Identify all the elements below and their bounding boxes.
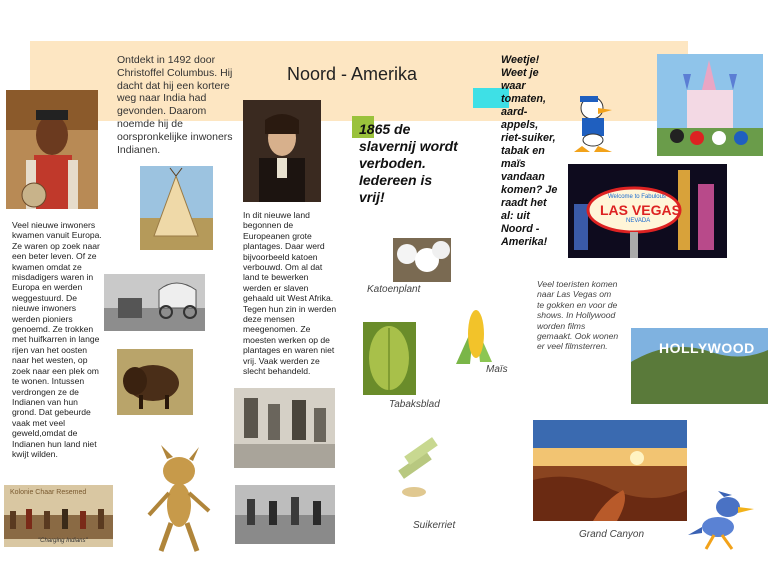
indian-chief-photo (6, 90, 98, 209)
coyote-cartoon (141, 445, 215, 555)
hollywood-sign: HOLLYWOOD (659, 340, 755, 356)
caption-mais: Maïs (486, 364, 508, 375)
grand-canyon-photo (533, 420, 687, 521)
caption-grand-canyon: Grand Canyon (579, 529, 645, 540)
donald-duck-cartoon (568, 92, 620, 154)
las-vegas-sign-top: Welcome to Fabulous (608, 194, 666, 200)
painting-caption: "Charging Indians" (38, 538, 88, 544)
pioneer-wagon-photo (104, 274, 205, 331)
pioneers-text: Veel nieuwe inwoners kwamen vanuit Europa. Ze waren op zoek naar een beter leven. Of ze kwamen omdat ze misdadigers waren in Europa en werden weggestuurd. De nieuwe inwoners werden pioniers genoemd. Ze trokken met huifkarren in lange rijen van het oosten naar het westen, op zoek naar een plek om te wonen. Intussen verdrongen ze de Indianen van hun grond. Dat gebeurde vaak met veel geweld,omdat de Indianen hun land niet kwijt wilden. (12, 220, 102, 459)
cotton-photo (393, 238, 451, 282)
tipi-photo (140, 166, 213, 250)
las-vegas-photo (568, 164, 727, 258)
corn-picture (446, 304, 502, 368)
plantations-text: In dit nieuwe land begonnen de Europeanen grote plantages. Daar werd bijvoorbeeld katoen verbouwd. Om al dat land te bewerken werden er slaven gehaald uit West Afrika. Tegen hun zin in werden deze mensen meegenomen. Ze moesten werken op de plantages en waren niet vrij. Vaak werden ze slecht behandeld. (243, 210, 337, 377)
las-vegas-sign-bottom: NEVADA (626, 218, 651, 224)
caption-katoenplant: Katoenplant (367, 284, 421, 295)
weetje-text: Weetje! Weet je waar tomaten, aard-appels, riet-suiker, tabak en maïs vandaan komen? Je raadt het al: uit Noord - Amerika! (501, 54, 558, 248)
disneyland-photo (657, 54, 763, 156)
bison-photo (117, 349, 193, 415)
sugar-cane-picture (390, 430, 442, 500)
caption-tabaksblad: Tabaksblad (389, 399, 440, 410)
slavery-text: 1865 de slavernij wordt verboden. Iedereen is vrij! (359, 121, 458, 205)
tourism-text: Veel toeristen komen naar Las Vegas om te gokken en voor de shows. In Hollywood worden films gemaakt. Ook wonen er veel filmsterren. (537, 279, 619, 352)
road-runner-cartoon (688, 491, 758, 553)
las-vegas-sign-main: LAS VEGAS (600, 202, 681, 218)
columbus-portrait (243, 100, 321, 202)
tobacco-leaf-photo (363, 322, 416, 395)
page-title: Noord - Amerika (287, 64, 418, 84)
slaves-drawing (234, 388, 335, 468)
painting-title: Kolonie Chaar Resemed (10, 489, 87, 496)
caption-suikerriet: Suikerriet (413, 520, 456, 531)
intro-text: Ontdekt in 1492 door Christoffel Columbus. Hij dacht dat hij een kortere weg naar India had gevonden. Daarom noemde hij de oorspronkelijke inwoners Indianen. (117, 54, 233, 156)
charging-indians-painting (4, 485, 113, 547)
hollywood-photo (631, 328, 768, 404)
cotton-pickers-photo (235, 485, 335, 544)
